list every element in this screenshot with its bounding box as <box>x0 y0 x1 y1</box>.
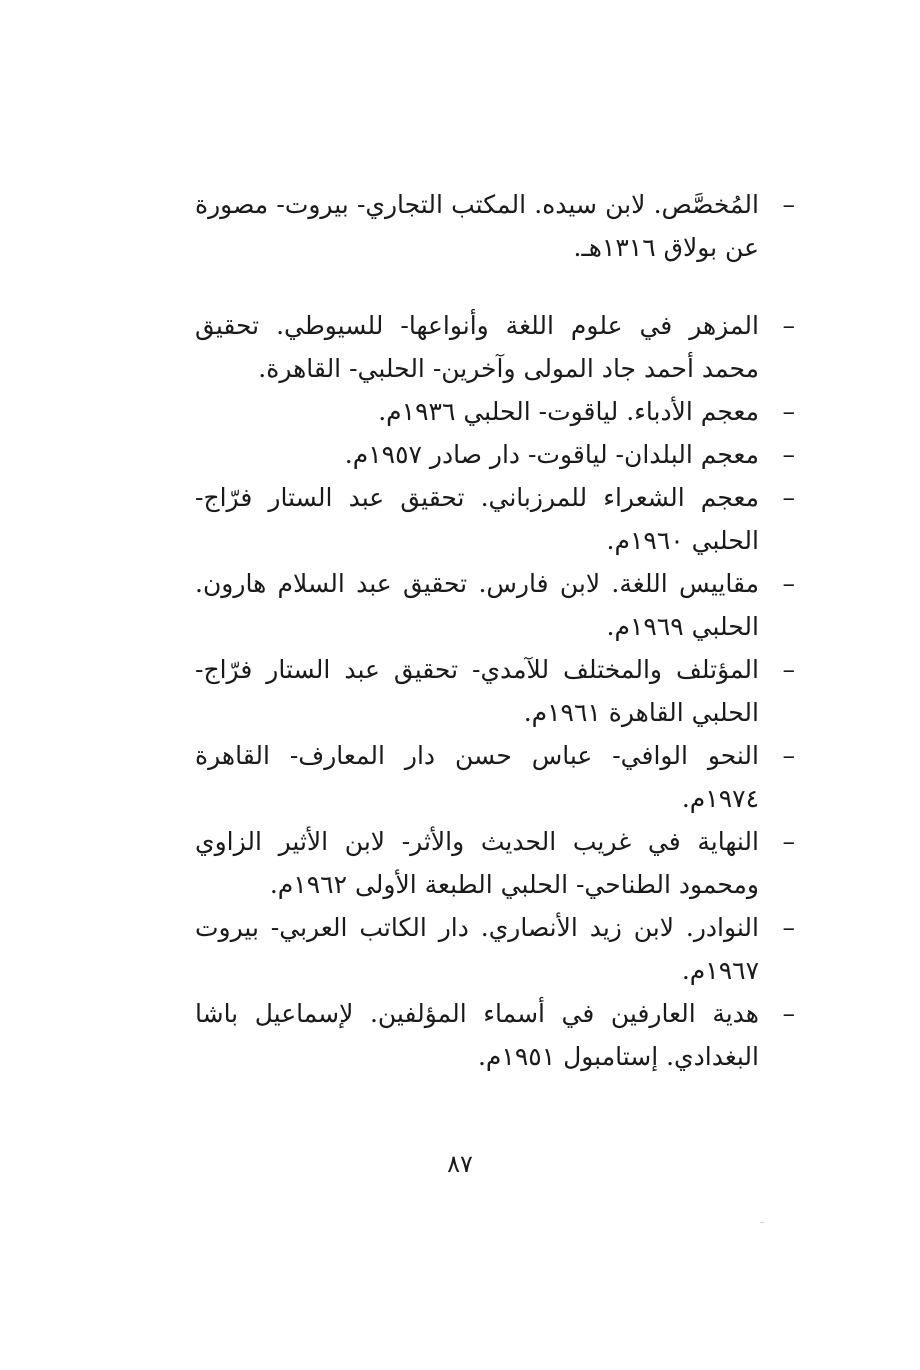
bibliography-entry <box>195 906 795 992</box>
entry-dash: – <box>782 569 795 598</box>
entry-dash: – <box>782 827 795 856</box>
entry-text: النهاية في غريب الحديث والأثر- لابن الأثير الزاوي ومحمود الطناحي- الحلبي الطبعة الأولى ١٩٦٢م. <box>195 827 759 899</box>
entry-dash: – <box>782 190 795 219</box>
bibliography-entry <box>195 476 795 562</box>
entry-text: النوادر. لابن زيد الأنصاري. دار الكاتب العربي- بيروت ١٩٦٧م. <box>195 913 759 985</box>
entry-text: هدية العارفين في أسماء المؤلفين. لإسماعيل باشا البغدادي. إستامبول ١٩٥١م. <box>195 999 759 1071</box>
bibliography-entry <box>195 304 795 390</box>
entry-text: معجم الشعراء للمرزباني. تحقيق عبد الستار فرّاج- الحلبي ١٩٦٠م. <box>195 483 759 555</box>
entry-text: معجم البلدان- لياقوت- دار صادر ١٩٥٧م. <box>344 440 759 469</box>
bibliography-entry <box>195 648 795 734</box>
bibliography-entry <box>195 562 795 648</box>
bibliography-list <box>195 183 795 1078</box>
scan-speck <box>760 1222 764 1223</box>
entry-text: معجم الأدباء. لياقوت- الحلبي ١٩٣٦م. <box>378 397 759 426</box>
page-number: ٨٧ <box>447 1150 473 1178</box>
entry-dash: – <box>782 311 795 340</box>
bibliography-entry <box>195 390 795 433</box>
bibliography-entry <box>195 820 795 906</box>
bibliography-entry <box>195 183 795 269</box>
bibliography-entry <box>195 992 795 1078</box>
entry-text: المُخصَّص. لابن سيده. المكتب التجاري- بيروت- مصورة عن بولاق ١٣١٦هـ. <box>195 190 759 262</box>
entry-dash: – <box>782 440 795 469</box>
entry-dash: – <box>782 655 795 684</box>
entry-dash: – <box>782 741 795 770</box>
entry-dash: – <box>782 999 795 1028</box>
entry-dash: – <box>782 397 795 426</box>
entry-text: المزهر في علوم اللغة وأنواعها- للسيوطي. تحقيق محمد أحمد جاد المولى وآخرين- الحلبي- القاهرة. <box>195 311 759 383</box>
entry-dash: – <box>782 913 795 942</box>
bibliography-entry <box>195 433 795 476</box>
entry-text: النحو الوافي- عباس حسن دار المعارف- القاهرة ١٩٧٤م. <box>195 741 759 813</box>
entry-text: مقاييس اللغة. لابن فارس. تحقيق عبد السلام هارون. الحلبي ١٩٦٩م. <box>195 569 759 641</box>
entry-dash: – <box>782 483 795 512</box>
entry-text: المؤتلف والمختلف للآمدي- تحقيق عبد الستار فرّاج- الحلبي القاهرة ١٩٦١م. <box>195 655 759 727</box>
bibliography-entry <box>195 734 795 820</box>
